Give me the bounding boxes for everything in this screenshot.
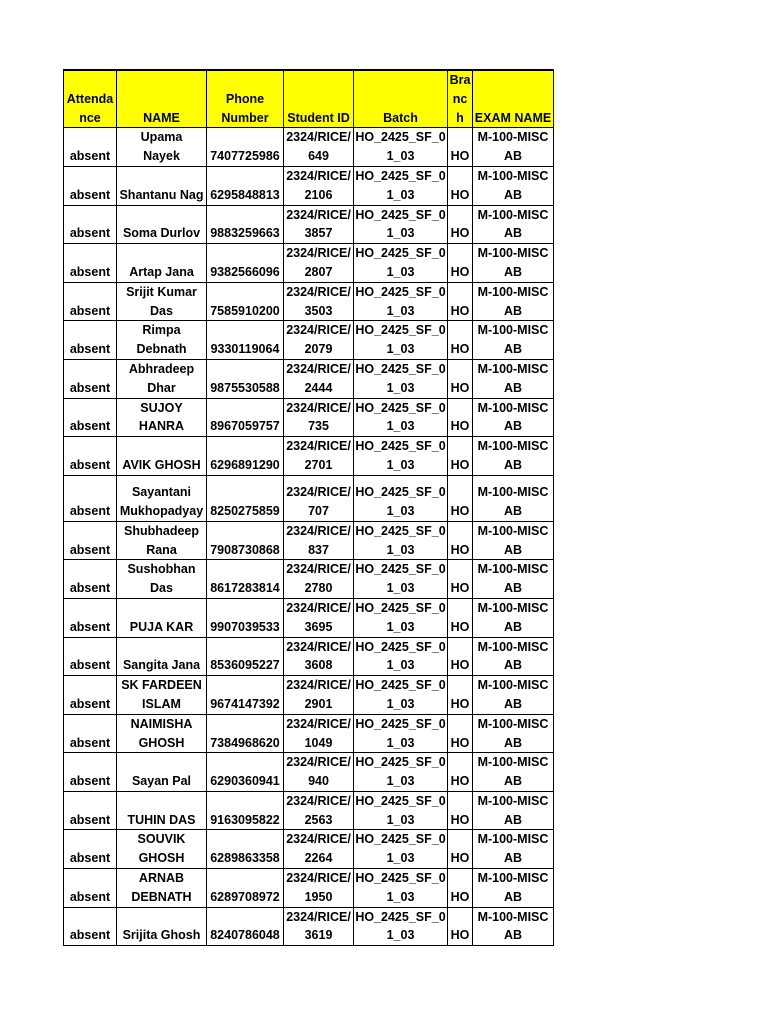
header-attendance: Attenda nce: [64, 70, 117, 128]
cell-student-id: 2324/RICE/ 3503: [284, 282, 354, 321]
cell-exam-name: M-100-MISC AB: [473, 244, 554, 283]
cell-branch: HO: [448, 753, 473, 792]
cell-student-id: 2324/RICE/ 3619: [284, 907, 354, 946]
cell-phone: 9875530588: [207, 359, 284, 398]
cell-student-id: 2324/RICE/ 3857: [284, 205, 354, 244]
cell-name: Artap Jana: [117, 244, 207, 283]
cell-phone: 6289708972: [207, 869, 284, 908]
header-exam-name: EXAM NAME: [473, 70, 554, 128]
table-row: [64, 282, 554, 321]
cell-exam-name: M-100-MISC AB: [473, 359, 554, 398]
cell-student-id: 2324/RICE/ 2701: [284, 437, 354, 476]
table-row: [64, 830, 554, 869]
table-row: [64, 166, 554, 205]
cell-attendance: absent: [64, 166, 117, 205]
cell-branch: HO: [448, 359, 473, 398]
cell-attendance: absent: [64, 282, 117, 321]
header-batch: Batch: [354, 70, 448, 128]
cell-exam-name: M-100-MISC AB: [473, 753, 554, 792]
cell-student-id: 2324/RICE/ 707: [284, 475, 354, 521]
cell-phone: 8240786048: [207, 907, 284, 946]
cell-student-id: 2324/RICE/ 3695: [284, 598, 354, 637]
cell-attendance: absent: [64, 437, 117, 476]
cell-phone: 8967059757: [207, 398, 284, 437]
cell-name: Upama Nayek: [117, 128, 207, 167]
cell-attendance: absent: [64, 244, 117, 283]
table-row: [64, 205, 554, 244]
cell-batch: HO_2425_SF_0 1_03: [354, 128, 448, 167]
table-body: [64, 128, 554, 946]
table-row: [64, 598, 554, 637]
cell-student-id: 2324/RICE/ 2264: [284, 830, 354, 869]
cell-student-id: 2324/RICE/ 2079: [284, 321, 354, 360]
cell-batch: HO_2425_SF_0 1_03: [354, 521, 448, 560]
cell-phone: 9163095822: [207, 791, 284, 830]
cell-student-id: 2324/RICE/ 1049: [284, 714, 354, 753]
table-row: [64, 437, 554, 476]
cell-attendance: absent: [64, 560, 117, 599]
cell-batch: HO_2425_SF_0 1_03: [354, 907, 448, 946]
table-row: [64, 560, 554, 599]
table-row: [64, 714, 554, 753]
cell-name: SK FARDEEN ISLAM: [117, 676, 207, 715]
cell-name: ARNAB DEBNATH: [117, 869, 207, 908]
header-row: [64, 70, 554, 128]
cell-attendance: absent: [64, 869, 117, 908]
cell-name: Sayantani Mukhopadyay: [117, 475, 207, 521]
cell-batch: HO_2425_SF_0 1_03: [354, 437, 448, 476]
cell-batch: HO_2425_SF_0 1_03: [354, 244, 448, 283]
cell-exam-name: M-100-MISC AB: [473, 560, 554, 599]
cell-attendance: absent: [64, 475, 117, 521]
cell-exam-name: M-100-MISC AB: [473, 676, 554, 715]
cell-phone: 6296891290: [207, 437, 284, 476]
cell-batch: HO_2425_SF_0 1_03: [354, 205, 448, 244]
cell-exam-name: M-100-MISC AB: [473, 166, 554, 205]
cell-attendance: absent: [64, 830, 117, 869]
cell-phone: 6295848813: [207, 166, 284, 205]
cell-branch: HO: [448, 637, 473, 676]
cell-branch: HO: [448, 398, 473, 437]
cell-exam-name: M-100-MISC AB: [473, 321, 554, 360]
cell-exam-name: M-100-MISC AB: [473, 714, 554, 753]
cell-name: TUHIN DAS: [117, 791, 207, 830]
cell-attendance: absent: [64, 791, 117, 830]
attendance-table: [63, 69, 554, 946]
cell-name: AVIK GHOSH: [117, 437, 207, 476]
table-row: [64, 869, 554, 908]
table-row: [64, 244, 554, 283]
cell-student-id: 2324/RICE/ 2780: [284, 560, 354, 599]
cell-name: Shubhadeep Rana: [117, 521, 207, 560]
cell-phone: 6290360941: [207, 753, 284, 792]
cell-branch: HO: [448, 907, 473, 946]
table-row: [64, 521, 554, 560]
cell-branch: HO: [448, 282, 473, 321]
cell-phone: 6289863358: [207, 830, 284, 869]
cell-name: Srijita Ghosh: [117, 907, 207, 946]
cell-name: SOUVIK GHOSH: [117, 830, 207, 869]
table-row: [64, 791, 554, 830]
cell-exam-name: M-100-MISC AB: [473, 205, 554, 244]
cell-branch: HO: [448, 166, 473, 205]
cell-attendance: absent: [64, 321, 117, 360]
cell-attendance: absent: [64, 676, 117, 715]
cell-name: Rimpa Debnath: [117, 321, 207, 360]
cell-student-id: 2324/RICE/ 940: [284, 753, 354, 792]
cell-name: SUJOY HANRA: [117, 398, 207, 437]
cell-branch: HO: [448, 598, 473, 637]
cell-batch: HO_2425_SF_0 1_03: [354, 676, 448, 715]
cell-student-id: 2324/RICE/ 1950: [284, 869, 354, 908]
cell-attendance: absent: [64, 598, 117, 637]
cell-batch: HO_2425_SF_0 1_03: [354, 359, 448, 398]
cell-student-id: 2324/RICE/ 2901: [284, 676, 354, 715]
cell-batch: HO_2425_SF_0 1_03: [354, 321, 448, 360]
cell-attendance: absent: [64, 714, 117, 753]
cell-name: PUJA KAR: [117, 598, 207, 637]
table-row: [64, 907, 554, 946]
cell-branch: HO: [448, 791, 473, 830]
cell-phone: 8617283814: [207, 560, 284, 599]
header-name: NAME: [117, 70, 207, 128]
cell-exam-name: M-100-MISC AB: [473, 475, 554, 521]
cell-batch: HO_2425_SF_0 1_03: [354, 753, 448, 792]
header-branch: Bra nc h: [448, 70, 473, 128]
cell-exam-name: M-100-MISC AB: [473, 869, 554, 908]
cell-phone: 7407725986: [207, 128, 284, 167]
cell-student-id: 2324/RICE/ 2444: [284, 359, 354, 398]
cell-name: Sayan Pal: [117, 753, 207, 792]
cell-attendance: absent: [64, 753, 117, 792]
cell-name: Shantanu Nag: [117, 166, 207, 205]
cell-attendance: absent: [64, 521, 117, 560]
cell-exam-name: M-100-MISC AB: [473, 637, 554, 676]
cell-attendance: absent: [64, 907, 117, 946]
cell-branch: HO: [448, 321, 473, 360]
cell-batch: HO_2425_SF_0 1_03: [354, 598, 448, 637]
cell-batch: HO_2425_SF_0 1_03: [354, 166, 448, 205]
cell-name: Sangita Jana: [117, 637, 207, 676]
cell-exam-name: M-100-MISC AB: [473, 598, 554, 637]
cell-batch: HO_2425_SF_0 1_03: [354, 791, 448, 830]
cell-student-id: 2324/RICE/ 735: [284, 398, 354, 437]
cell-phone: 9382566096: [207, 244, 284, 283]
cell-attendance: absent: [64, 128, 117, 167]
cell-name: NAIMISHA GHOSH: [117, 714, 207, 753]
table-row: [64, 637, 554, 676]
cell-branch: HO: [448, 475, 473, 521]
cell-batch: HO_2425_SF_0 1_03: [354, 560, 448, 599]
cell-student-id: 2324/RICE/ 2106: [284, 166, 354, 205]
cell-branch: HO: [448, 869, 473, 908]
cell-branch: HO: [448, 521, 473, 560]
cell-student-id: 2324/RICE/ 837: [284, 521, 354, 560]
cell-name: Srijit Kumar Das: [117, 282, 207, 321]
cell-exam-name: M-100-MISC AB: [473, 398, 554, 437]
cell-batch: HO_2425_SF_0 1_03: [354, 869, 448, 908]
cell-exam-name: M-100-MISC AB: [473, 907, 554, 946]
cell-exam-name: M-100-MISC AB: [473, 830, 554, 869]
cell-exam-name: M-100-MISC AB: [473, 128, 554, 167]
cell-branch: HO: [448, 676, 473, 715]
cell-student-id: 2324/RICE/ 3608: [284, 637, 354, 676]
cell-phone: 7384968620: [207, 714, 284, 753]
cell-branch: HO: [448, 205, 473, 244]
cell-batch: HO_2425_SF_0 1_03: [354, 714, 448, 753]
cell-batch: HO_2425_SF_0 1_03: [354, 398, 448, 437]
cell-attendance: absent: [64, 205, 117, 244]
cell-exam-name: M-100-MISC AB: [473, 282, 554, 321]
table-row: [64, 359, 554, 398]
cell-phone: 9907039533: [207, 598, 284, 637]
cell-branch: HO: [448, 714, 473, 753]
cell-attendance: absent: [64, 637, 117, 676]
header-student-id: Student ID: [284, 70, 354, 128]
cell-exam-name: M-100-MISC AB: [473, 521, 554, 560]
table-row: [64, 398, 554, 437]
cell-attendance: absent: [64, 398, 117, 437]
table-row: [64, 753, 554, 792]
cell-student-id: 2324/RICE/ 2563: [284, 791, 354, 830]
cell-branch: HO: [448, 437, 473, 476]
cell-name: Sushobhan Das: [117, 560, 207, 599]
table-row: [64, 321, 554, 360]
cell-batch: HO_2425_SF_0 1_03: [354, 830, 448, 869]
table-row: [64, 128, 554, 167]
cell-batch: HO_2425_SF_0 1_03: [354, 637, 448, 676]
cell-batch: HO_2425_SF_0 1_03: [354, 475, 448, 521]
table-row: [64, 475, 554, 521]
cell-student-id: 2324/RICE/ 649: [284, 128, 354, 167]
cell-student-id: 2324/RICE/ 2807: [284, 244, 354, 283]
cell-branch: HO: [448, 830, 473, 869]
cell-attendance: absent: [64, 359, 117, 398]
cell-phone: 7585910200: [207, 282, 284, 321]
cell-phone: 9674147392: [207, 676, 284, 715]
cell-phone: 7908730868: [207, 521, 284, 560]
cell-phone: 9330119064: [207, 321, 284, 360]
cell-exam-name: M-100-MISC AB: [473, 791, 554, 830]
table-row: [64, 676, 554, 715]
cell-batch: HO_2425_SF_0 1_03: [354, 282, 448, 321]
header-phone: Phone Number: [207, 70, 284, 128]
cell-phone: 9883259663: [207, 205, 284, 244]
cell-branch: HO: [448, 244, 473, 283]
cell-phone: 8536095227: [207, 637, 284, 676]
cell-branch: HO: [448, 560, 473, 599]
cell-name: Abhradeep Dhar: [117, 359, 207, 398]
cell-branch: HO: [448, 128, 473, 167]
cell-exam-name: M-100-MISC AB: [473, 437, 554, 476]
table-header: [64, 70, 554, 128]
cell-name: Soma Durlov: [117, 205, 207, 244]
cell-phone: 8250275859: [207, 475, 284, 521]
